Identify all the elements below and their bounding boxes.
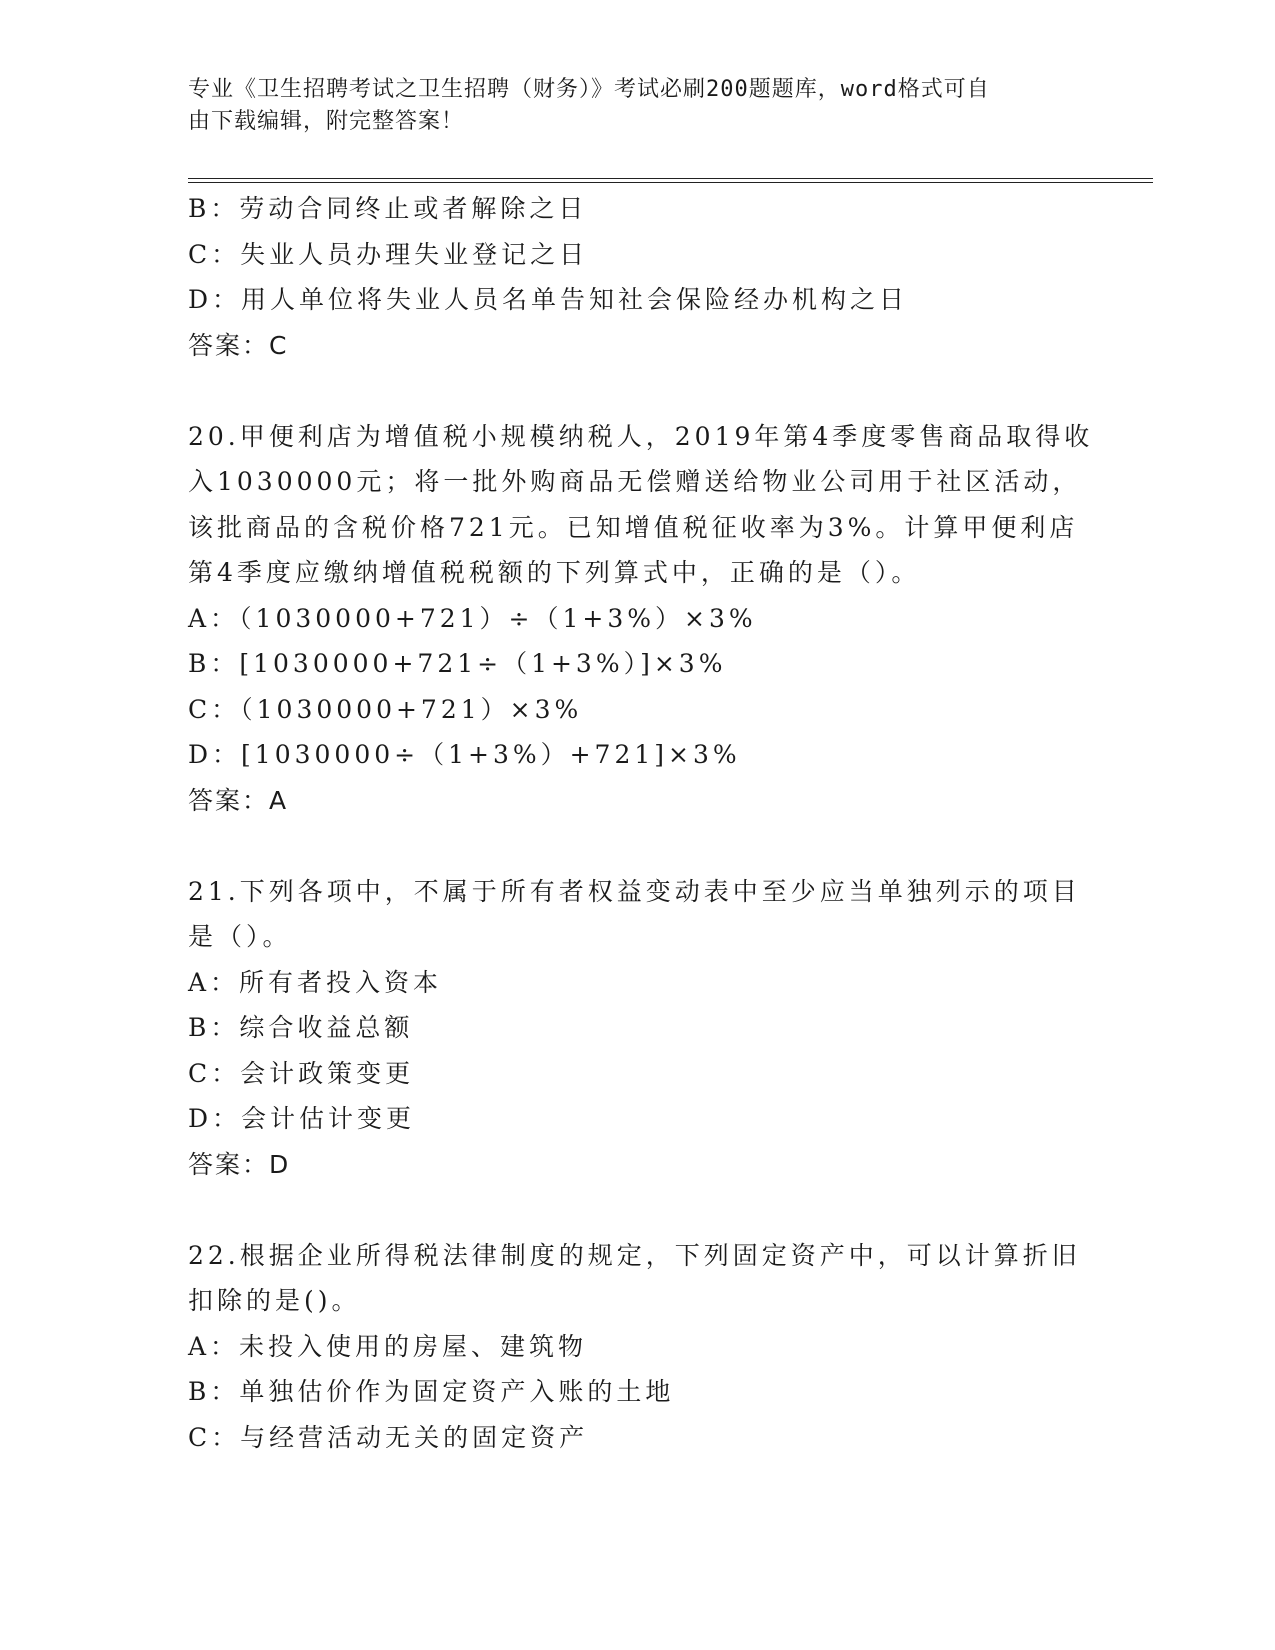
q19-answer: 答案：C — [188, 330, 289, 360]
spacer — [188, 1187, 1088, 1233]
spacer — [188, 368, 1088, 414]
q21-option-c: C：会计政策变更 — [188, 1058, 415, 1088]
q21-option-d: D：会计估计变更 — [188, 1104, 416, 1133]
q22-stem-line-2: 扣除的是()。 — [188, 1286, 361, 1315]
q21-answer: 答案：D — [188, 1149, 291, 1179]
q20-stem-line-1: 20.甲便利店为增值税小规模纳税人，2019年第4季度零售商品取得收 — [188, 421, 1094, 451]
q20-stem-line-3: 该批商品的含税价格721元。已知增值税征收率为3%。计算甲便利店 — [188, 512, 1079, 542]
q21-stem-line-1: 21.下列各项中，不属于所有者权益变动表中至少应当单独列示的项目 — [188, 876, 1081, 906]
q21-option-a: A：所有者投入资本 — [188, 967, 443, 997]
question-22 — [188, 1233, 1088, 1461]
q22-option-c: C：与经营活动无关的固定资产 — [188, 1422, 589, 1452]
q20-stem-line-4: 第4季度应缴纳增值税税额的下列算式中，正确的是（）。 — [188, 558, 921, 587]
q20-option-d: D：[1030000÷（1+3%）+721]×3% — [188, 740, 741, 769]
q19-option-d: D：用人单位将失业人员名单告知社会保险经办机构之日 — [188, 285, 909, 314]
header-line-2: 由下载编辑，附完整答案！ — [188, 109, 465, 134]
question-21 — [188, 869, 1088, 1188]
q20-stem-line-2: 入1030000元；将一批外购商品无偿赠送给物业公司用于社区活动， — [188, 467, 1082, 496]
header-line-1: 专业《卫生招聘考试之卫生招聘（财务）》考试必刷200题题库，word格式可自 — [188, 77, 990, 102]
q22-stem-line-1: 22.根据企业所得税法律制度的规定，下列固定资产中，可以计算折旧 — [188, 1240, 1081, 1270]
spacer — [188, 823, 1088, 869]
q20-option-a: A：（1030000+721）÷（1+3%）×3% — [188, 603, 757, 633]
q21-stem-line-2: 是（）。 — [188, 922, 292, 951]
document-header — [188, 74, 1088, 138]
q20-answer: 答案：A — [188, 785, 289, 815]
q19-option-c: C：失业人员办理失业登记之日 — [188, 239, 589, 269]
question-19 — [188, 186, 1088, 368]
q22-option-b: B：单独估价作为固定资产入账的土地 — [188, 1377, 675, 1406]
header-divider — [188, 178, 1153, 183]
document-content — [188, 186, 1094, 1460]
q20-option-b: B：[1030000+721÷（1+3%）]×3% — [188, 649, 727, 678]
q19-option-b: B：劳动合同终止或者解除之日 — [188, 194, 588, 223]
q20-option-c: C：（1030000+721）×3% — [188, 694, 583, 724]
q21-option-b: B：综合收益总额 — [188, 1013, 414, 1042]
question-20 — [188, 414, 1094, 824]
q22-option-a: A：未投入使用的房屋、建筑物 — [188, 1331, 588, 1361]
